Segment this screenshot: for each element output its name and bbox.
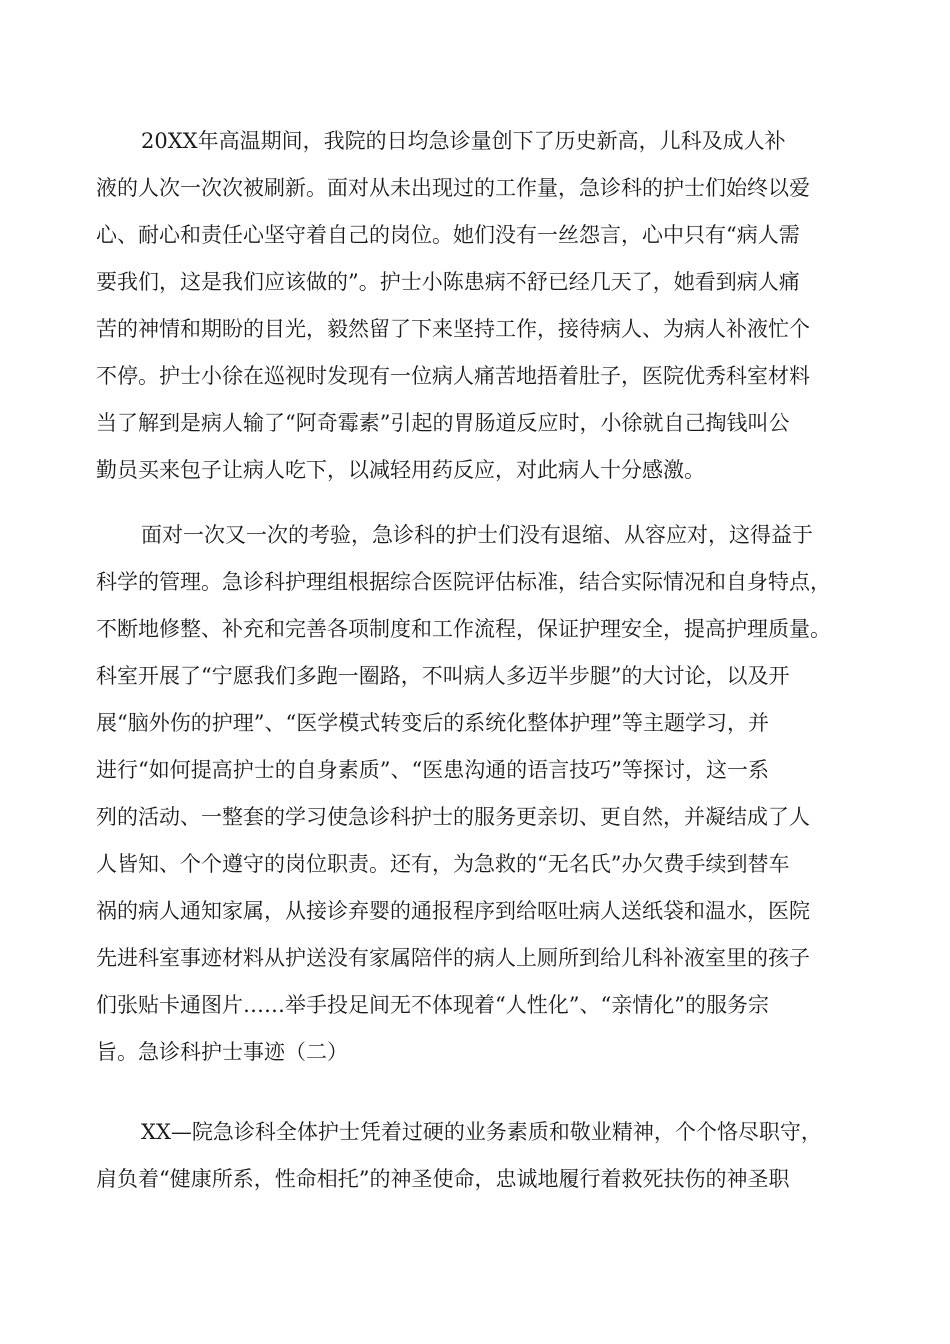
paragraph-1-line-5: 苦的神情和期盼的目光，毅然留了下来坚持工作，接待病人、为病人补液忙个 bbox=[96, 317, 810, 341]
paragraph-2-line-4: 科室开展了“宁愿我们多跑一圈路，不叫病人多迈半步腿”的大讨论，以及开 bbox=[96, 664, 790, 688]
paragraph-2-line-6: 进行“如何提高护士的自身素质”、“医患沟通的语言技巧”等探讨，这一系 bbox=[96, 758, 769, 782]
paragraph-1-line-8: 勤员买来包子让病人吃下，以减轻用药反应，对此病人十分感激。 bbox=[96, 458, 705, 482]
paragraph-2-line-2: 科学的管理。急诊科护理组根据综合医院评估标准，结合实际情况和自身特点， bbox=[96, 570, 831, 594]
paragraph-2-line-1: 面对一次又一次的考验，急诊科的护士们没有退缩、从容应对，这得益于 bbox=[141, 523, 813, 547]
paragraph-1-line-3: 心、耐心和责任心坚守着自己的岗位。她们没有一丝怨言，心中只有“病人需 bbox=[96, 223, 800, 247]
paragraph-1-line-6: 不停。护士小徐在巡视时发现有一位病人痛苦地捂着肚子，医院优秀科室材料 bbox=[96, 364, 810, 388]
paragraph-3-line-1: XX—院急诊科全体护士凭着过硬的业务素质和敬业精神，个个恪尽职守， bbox=[141, 1120, 822, 1144]
paragraph-1-line-4: 要我们，这是我们应该做的”。护士小陈患病不舒已经几天了，她看到病人痛 bbox=[96, 270, 800, 294]
paragraph-1-line-7: 当了解到是病人输了“阿奇霉素”引起的胃肠道反应时，小徐就自己掏钱叫公 bbox=[96, 411, 790, 435]
paragraph-3-line-2: 肩负着“健康所系，性命相托”的神圣使命，忠诚地履行着救死扶伤的神圣职 bbox=[96, 1167, 790, 1191]
paragraph-1-line-1: 20XX年高温期间，我院的日均急诊量创下了历史新高，儿科及成人补 bbox=[141, 129, 786, 153]
paragraph-2-line-8: 人皆知、个个遵守的岗位职责。还有，为急救的“无名氏”办欠费手续到替车 bbox=[96, 852, 790, 876]
paragraph-2-line-9: 祸的病人通知家属，从接诊弃婴的通报程序到给呕吐病人送纸袋和温水，医院 bbox=[96, 899, 810, 923]
paragraph-2-line-3: 不断地修整、补充和完善各项制度和工作流程，保证护理安全，提高护理质量。 bbox=[96, 617, 831, 641]
paragraph-2-line-11: 们张贴卡通图片……举手投足间无不体现着“人性化”、“亲情化”的服务宗 bbox=[96, 993, 769, 1017]
paragraph-2-line-10: 先进科室事迹材料从护送没有家属陪伴的病人上厕所到给儿科补液室里的孩子 bbox=[96, 946, 810, 970]
paragraph-2-line-12: 旨。急诊科护士事迹（二） bbox=[96, 1040, 348, 1064]
paragraph-2-line-5: 展“脑外伤的护理”、“医学模式转变后的系统化整体护理”等主题学习，并 bbox=[96, 711, 769, 735]
paragraph-1-line-2: 液的人次一次次被刷新。面对从未出现过的工作量，急诊科的护士们始终以爱 bbox=[96, 176, 810, 200]
paragraph-2-line-7: 列的活动、一整套的学习使急诊科护士的服务更亲切、更自然，并凝结成了人 bbox=[96, 805, 810, 829]
